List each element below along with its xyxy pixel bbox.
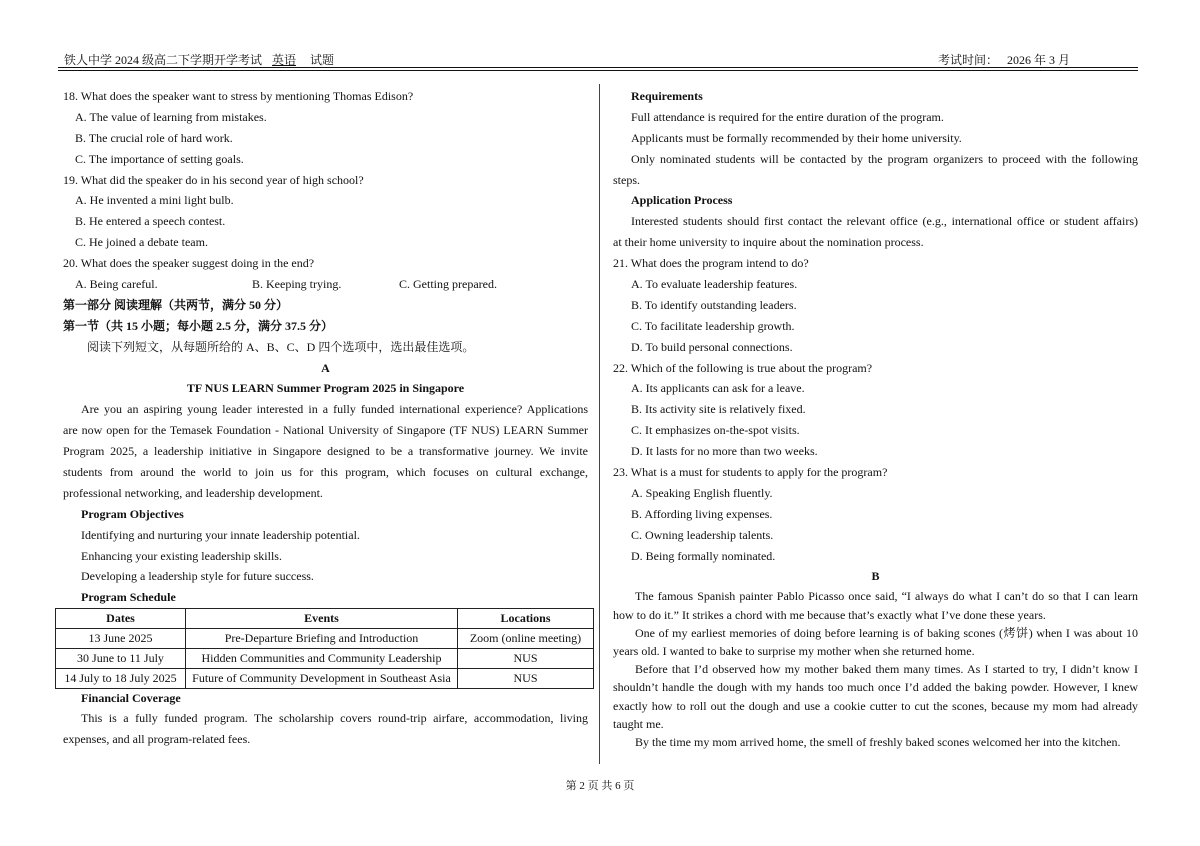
- table-header-events: Events: [186, 609, 458, 629]
- intro-line-5: professional networking, and leadership development.: [63, 485, 323, 500]
- requirement-3-line-1: Only nominated students will be contacted by the program organizers to proceed with the following: [631, 151, 1138, 166]
- passage-b-paragraph-2: One of my earliest memories of doing before learning is of baking scones (烤饼) when I was about 10 years old. I wanted to bake to surprise my mother when she returned home.: [613, 625, 1138, 658]
- table-cell-event: Pre-Departure Briefing and Introduction: [186, 629, 458, 649]
- option-21a: A. To evaluate leadership features.: [631, 277, 798, 292]
- table-row: [56, 649, 594, 669]
- schedule-heading: Program Schedule: [81, 590, 176, 605]
- application-heading: Application Process: [631, 193, 733, 208]
- option-23d: D. Being formally nominated.: [631, 548, 776, 563]
- table-cell-location: NUS: [458, 649, 594, 669]
- table-cell-location: Zoom (online meeting): [458, 629, 594, 649]
- part-title: 第一部分 阅读理解（共两节，满分 50 分）: [63, 297, 289, 312]
- table-cell-location: NUS: [458, 669, 594, 689]
- passage-b-label: B: [871, 569, 880, 584]
- option-23b: B. Affording living expenses.: [631, 506, 773, 521]
- objective-2: Enhancing your existing leadership skills.: [81, 548, 282, 563]
- intro-line-2: are now open for the Temasek Foundation - National University of Singapore (TF NUS) LEARN Summer: [63, 423, 588, 438]
- passage-a-title: TF NUS LEARN Summer Program 2025 in Singapore: [186, 381, 465, 396]
- option-22d: D. It lasts for no more than two weeks.: [631, 444, 818, 459]
- financial-line-2: expenses, and all program-related fees.: [63, 732, 251, 747]
- question-23: 23. What is a must for students to apply for the program?: [613, 465, 888, 480]
- objectives-heading: Program Objectives: [81, 506, 184, 521]
- option-23a: A. Speaking English fluently.: [631, 485, 773, 500]
- table-row: [56, 669, 594, 689]
- page-number: 第 2 页 共 6 页: [565, 780, 635, 792]
- table-cell-event: Hidden Communities and Community Leadership: [186, 649, 458, 669]
- question-22: 22. Which of the following is true about the program?: [613, 360, 873, 375]
- exam-time: [938, 51, 1070, 68]
- application-line-1: Interested students should first contact the relevant office (e.g., international office or student affairs): [631, 214, 1138, 229]
- objective-3: Developing a leadership style for future success.: [81, 569, 314, 584]
- paper-label: 试题: [310, 53, 335, 67]
- instruction: 阅读下列短文，从每题所给的 A、B、C、D 四个选项中，选出最佳选项。: [87, 339, 475, 354]
- option-22a: A. Its applicants can ask for a leave.: [631, 381, 805, 396]
- passage-a-label: A: [321, 360, 330, 375]
- table-cell-event: Future of Community Development in Southeast Asia: [186, 669, 458, 689]
- option-22c: C. It emphasizes on-the-spot visits.: [631, 423, 800, 438]
- option-23c: C. Owning leadership talents.: [631, 527, 774, 542]
- column-divider: [599, 84, 600, 764]
- requirement-3-line-2: steps.: [613, 172, 640, 187]
- table-row: [56, 629, 594, 649]
- option-19a: A. He invented a mini light bulb.: [75, 193, 234, 208]
- question-20: 20. What does the speaker suggest doing in the end?: [63, 256, 315, 271]
- passage-b-paragraph-1: The famous Spanish painter Pablo Picasso once said, “I always do what I can’t do so that I can learn how to do it.” It strikes a chord with me because that’s exactly what I’ve done these years.: [613, 589, 1138, 622]
- option-20c: C. Getting prepared.: [399, 277, 497, 292]
- option-18c: C. The importance of setting goals.: [75, 151, 244, 166]
- right-column: [613, 86, 1138, 751]
- header-rule-thin: [58, 70, 1138, 71]
- table-header-row: [56, 609, 594, 629]
- intro-line-1: Are you an aspiring young leader interested in a fully funded international experience? Applications: [81, 402, 588, 417]
- option-20b: B. Keeping trying.: [252, 277, 342, 292]
- passage-b-paragraph-3: Before that I’d observed how my mother baked them many times. As I started to try, I didn’t know I shouldn’t handle the dough with my hands too much once I’d added the baking powder. However, I knew exactly how to roll out the dough and use a cookie cutter to cut the scones, because my mom had already taught me.: [613, 662, 1138, 731]
- option-20a: A. Being careful.: [75, 277, 158, 292]
- left-column: [63, 86, 588, 750]
- requirements-heading: Requirements: [631, 89, 703, 103]
- financial-line-1: This is a fully funded program. The scholarship covers round-trip airfare, accommodation, living: [81, 711, 588, 726]
- requirement-1: Full attendance is required for the entire duration of the program.: [631, 109, 944, 124]
- question-21: 21. What does the program intend to do?: [613, 256, 809, 271]
- table-cell-date: 13 June 2025: [56, 629, 186, 649]
- options-20: [63, 274, 588, 295]
- option-19c: C. He joined a debate team.: [75, 235, 208, 250]
- exam-time-value: 2026 年 3 月: [1006, 53, 1070, 67]
- table-header-locations: Locations: [458, 609, 594, 629]
- objective-1: Identifying and nurturing your innate leadership potential.: [81, 527, 360, 542]
- passage-b-paragraph-4: By the time my mom arrived home, the smell of freshly baked scones welcomed her into the kitchen.: [635, 735, 1121, 749]
- option-18a: A. The value of learning from mistakes.: [75, 109, 267, 124]
- option-22b: B. Its activity site is relatively fixed.: [631, 402, 806, 417]
- exam-time-label: 考试时间：: [937, 53, 998, 67]
- table-cell-date: 30 June to 11 July: [56, 649, 186, 669]
- table-cell-date: 14 July to 18 July 2025: [56, 669, 186, 689]
- question-18: 18. What does the speaker want to stress by mentioning Thomas Edison?: [63, 89, 414, 103]
- option-19b: B. He entered a speech contest.: [75, 214, 226, 229]
- question-19: 19. What did the speaker do in his second year of high school?: [63, 172, 364, 187]
- exam-header: [64, 51, 334, 68]
- financial-heading: Financial Coverage: [81, 691, 181, 706]
- option-21b: B. To identify outstanding leaders.: [631, 297, 797, 312]
- application-line-2: at their home university to inquire about the nomination process.: [613, 235, 924, 250]
- intro-line-3: Program 2025, a leadership initiative in Singapore designed to be a transformative journey. We invite: [63, 444, 588, 459]
- section-title: 第一节（共 15 小题；每小题 2.5 分，满分 37.5 分）: [63, 318, 334, 333]
- requirement-2: Applicants must be formally recommended by their home university.: [631, 130, 962, 145]
- school-title: 铁人中学 2024 级高二下学期开学考试: [64, 53, 263, 67]
- option-18b: B. The crucial role of hard work.: [75, 130, 233, 145]
- subject-label: 英语: [272, 53, 297, 67]
- option-21c: C. To facilitate leadership growth.: [631, 318, 795, 333]
- option-21d: D. To build personal connections.: [631, 339, 793, 354]
- schedule-table: [55, 608, 594, 689]
- table-header-dates: Dates: [56, 609, 186, 629]
- intro-line-4: students from around the world to join us for this program, which focuses on cultural exchange,: [63, 465, 588, 480]
- header-rule-thick: [58, 67, 1138, 68]
